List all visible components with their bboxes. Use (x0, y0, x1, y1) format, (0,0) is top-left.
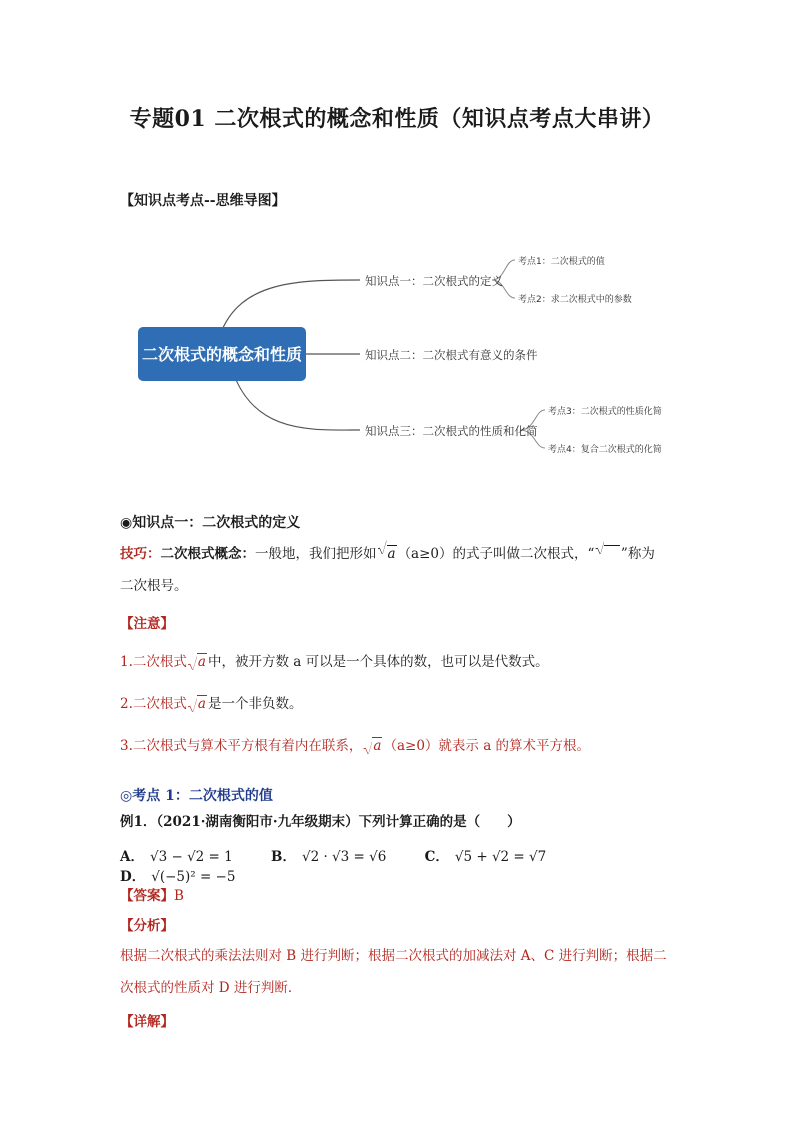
analysis-heading: 【分析】 (120, 918, 174, 934)
tip-label: 技巧： (120, 546, 161, 562)
note-1: 1.二次根式 a 中，被开方数 a 可以是一个具体的数，也可以是代数式。 (120, 654, 549, 670)
option-a: A． √3 − √2 = 1 (120, 849, 233, 865)
sqrt-a-symbol: a (378, 538, 397, 570)
example-1-question: 例1．（2021·湖南衡阳市·九年级期末）下列计算正确的是（ ） (120, 814, 521, 830)
branch1-connector (220, 280, 360, 335)
mindmap-branch1-sub1: 考点1：二次根式的值 (518, 257, 605, 267)
mindmap-center-label: 二次根式的概念和性质 (141, 345, 303, 364)
sqrt-a-symbol: a (188, 654, 207, 670)
mindmap-branch1: 知识点一：二次根式的定义 (365, 274, 503, 288)
option-d: D． √(−5)² = −5 (120, 869, 236, 885)
note-2: 2.二次根式 a 是一个非负数。 (120, 696, 303, 712)
exam-point-1-heading: ◎考点 1：二次根式的值 (120, 788, 273, 804)
mindmap-section-heading: 【知识点考点--思维导图】 (120, 193, 286, 209)
detail-heading: 【详解】 (120, 1014, 174, 1030)
answer-value: B (174, 888, 184, 904)
answer-line: 【答案】B (120, 888, 184, 904)
mindmap-branch1-sub2: 考点2：求二次根式中的参数 (518, 295, 632, 305)
mind-map (120, 240, 680, 470)
page-title: 专题01 二次根式的概念和性质（知识点考点大串讲） (129, 106, 665, 132)
tip-paragraph: 技巧：二次根式概念：一般地，我们把形如 a （a≥0）的式子叫做二次根式，“ ”称为 二次根号。 (120, 538, 680, 602)
example-1-options (120, 845, 680, 885)
mindmap-branch3: 知识点三：二次根式的性质和化简 (365, 424, 538, 438)
sqrt-a-symbol: a (188, 696, 207, 712)
mindmap-branch2: 知识点二：二次根式有意义的条件 (365, 348, 538, 362)
note-heading: 【注意】 (120, 616, 174, 632)
tip-bold: 二次根式概念： (160, 546, 255, 562)
option-c: C． √5 + √2 = √7 (424, 849, 547, 865)
note-3: 3.二次根式与算术平方根有着内在联系， a （a≥0）就表示 a 的算术平方根。 (120, 738, 591, 754)
knowledge-point-1-heading: ◉知识点一：二次根式的定义 (120, 515, 301, 531)
mindmap-branch3-sub1: 考点3：二次根式的性质化简 (548, 407, 662, 417)
analysis-text: 根据二次根式的乘法法则对 B 进行判断；根据二次根式的加减法对 A、C 进行判断；根据二次根式的性质对 D 进行判断． (120, 948, 667, 996)
radical-sign-symbol (595, 538, 620, 570)
option-b: B． √2 · √3 = √6 (271, 849, 387, 865)
mindmap-branch3-sub2: 考点4：复合二次根式的化简 (548, 445, 662, 455)
sqrt-a-symbol: a (363, 738, 382, 754)
